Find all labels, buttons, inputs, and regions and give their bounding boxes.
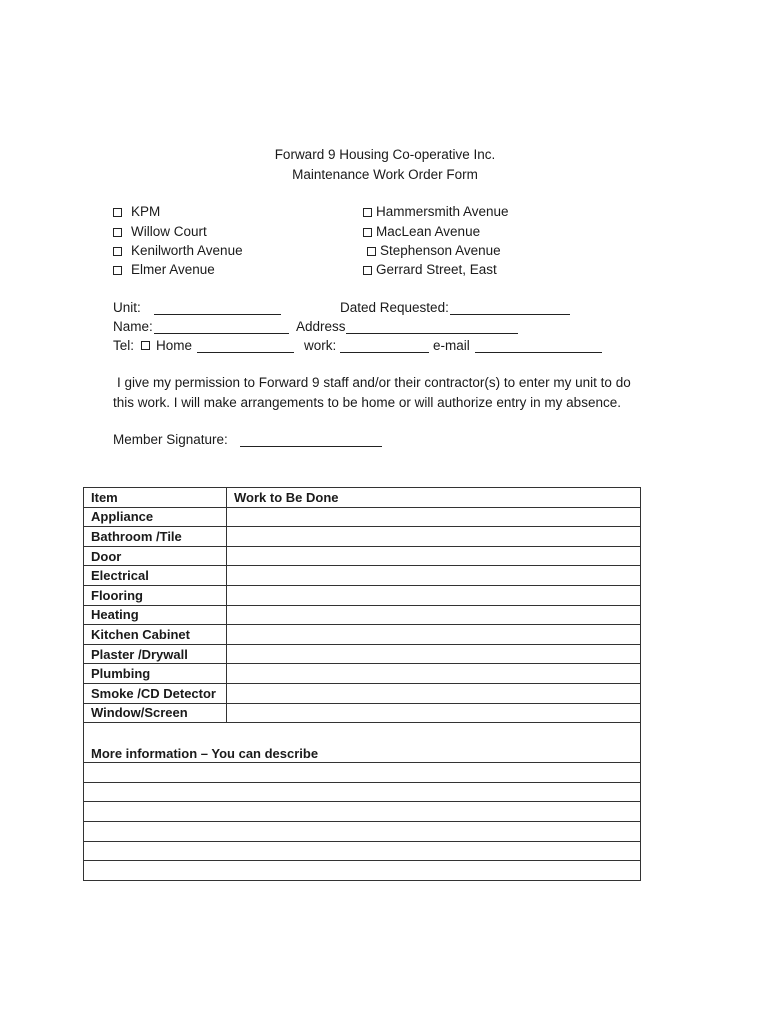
item-label: Window/Screen (84, 703, 227, 723)
description-row[interactable] (84, 821, 641, 841)
work-cell[interactable] (227, 605, 641, 625)
work-cell[interactable] (227, 527, 641, 547)
checkbox-icon[interactable] (363, 208, 372, 217)
checkbox-icon[interactable] (113, 208, 122, 217)
description-cell[interactable] (84, 782, 641, 802)
description-row[interactable] (84, 782, 641, 802)
description-cell[interactable] (84, 802, 641, 822)
checkbox-icon[interactable] (113, 247, 122, 256)
table-row (84, 546, 641, 566)
home-checkbox-icon[interactable] (141, 341, 150, 350)
work-cell[interactable] (227, 566, 641, 586)
signature-label: Member Signature: (113, 432, 228, 447)
item-label: Flooring (84, 585, 227, 605)
description-row[interactable] (84, 841, 641, 861)
work-cell[interactable] (227, 546, 641, 566)
location-checkbox-kenilworth[interactable]: Kenilworth Avenue (113, 243, 243, 258)
work-cell[interactable] (227, 703, 641, 723)
description-cell[interactable] (84, 821, 641, 841)
dated-requested-field[interactable] (450, 300, 570, 315)
table-row (84, 664, 641, 684)
unit-label: Unit: (113, 300, 141, 315)
work-cell[interactable] (227, 644, 641, 664)
item-column-header: Item (84, 488, 227, 508)
work-cell[interactable] (227, 507, 641, 527)
description-row[interactable] (84, 802, 641, 822)
table-row (84, 507, 641, 527)
more-info-label: More information – You can describe (84, 723, 641, 763)
table-row (84, 585, 641, 605)
more-info-row (84, 723, 641, 763)
location-checkbox-elmer[interactable]: Elmer Avenue (113, 262, 215, 277)
address-label: Address (296, 319, 346, 334)
table-row (84, 683, 641, 703)
work-label: work: (304, 338, 337, 353)
description-cell[interactable] (84, 841, 641, 861)
work-cell[interactable] (227, 585, 641, 605)
name-field[interactable] (154, 319, 289, 334)
table-row (84, 625, 641, 645)
item-label: Heating (84, 605, 227, 625)
address-field[interactable] (346, 319, 518, 334)
item-label: Electrical (84, 566, 227, 586)
tel-label: Tel: (113, 338, 135, 353)
work-cell[interactable] (227, 625, 641, 645)
item-label: Plaster /Drywall (84, 644, 227, 664)
work-cell[interactable] (227, 664, 641, 684)
location-checkbox-maclean[interactable]: MacLean Avenue (363, 224, 480, 239)
item-label: Bathroom /Tile (84, 527, 227, 547)
table-header-row (84, 488, 641, 508)
email-label: e-mail (433, 338, 470, 353)
work-column-header: Work to Be Done (227, 488, 641, 508)
work-order-table (83, 487, 641, 881)
email-field[interactable] (475, 338, 602, 353)
table-row (84, 527, 641, 547)
name-label: Name: (113, 319, 153, 334)
checkbox-icon[interactable] (367, 247, 376, 256)
home-label: Home (156, 338, 193, 353)
item-label: Door (84, 546, 227, 566)
description-row[interactable] (84, 763, 641, 783)
unit-field[interactable] (154, 300, 281, 315)
table-row (84, 644, 641, 664)
checkbox-icon[interactable] (363, 228, 372, 237)
work-phone-field[interactable] (340, 338, 429, 353)
location-checkbox-kpm[interactable]: KPM (113, 204, 160, 219)
dated-requested-label: Dated Requested: (340, 300, 449, 315)
item-label: Kitchen Cabinet (84, 625, 227, 645)
permission-text-line1: I give my permission to Forward 9 staff and/or their contractor(s) to enter my unit to do (117, 375, 631, 390)
location-checkbox-willow-court[interactable]: Willow Court (113, 224, 207, 239)
item-label: Appliance (84, 507, 227, 527)
location-checkbox-gerrard[interactable]: Gerrard Street, East (363, 262, 497, 277)
checkbox-icon[interactable] (113, 228, 122, 237)
home-phone-field[interactable] (197, 338, 294, 353)
description-cell[interactable] (84, 861, 641, 881)
item-label: Smoke /CD Detector (84, 683, 227, 703)
checkbox-icon[interactable] (113, 266, 122, 275)
table-row (84, 605, 641, 625)
table-row (84, 566, 641, 586)
form-subtitle: Maintenance Work Order Form (292, 167, 478, 182)
description-cell[interactable] (84, 763, 641, 783)
work-cell[interactable] (227, 683, 641, 703)
permission-text-line2: this work. I will make arrangements to be home or will authorize entry in my absence. (113, 395, 621, 410)
table-row (84, 703, 641, 723)
signature-field[interactable] (240, 432, 382, 447)
location-checkbox-hammersmith[interactable]: Hammersmith Avenue (363, 204, 509, 219)
item-label: Plumbing (84, 664, 227, 684)
location-checkbox-stephenson[interactable]: Stephenson Avenue (367, 243, 501, 258)
checkbox-icon[interactable] (363, 266, 372, 275)
form-title: Forward 9 Housing Co-operative Inc. (274, 147, 496, 162)
description-row[interactable] (84, 861, 641, 881)
